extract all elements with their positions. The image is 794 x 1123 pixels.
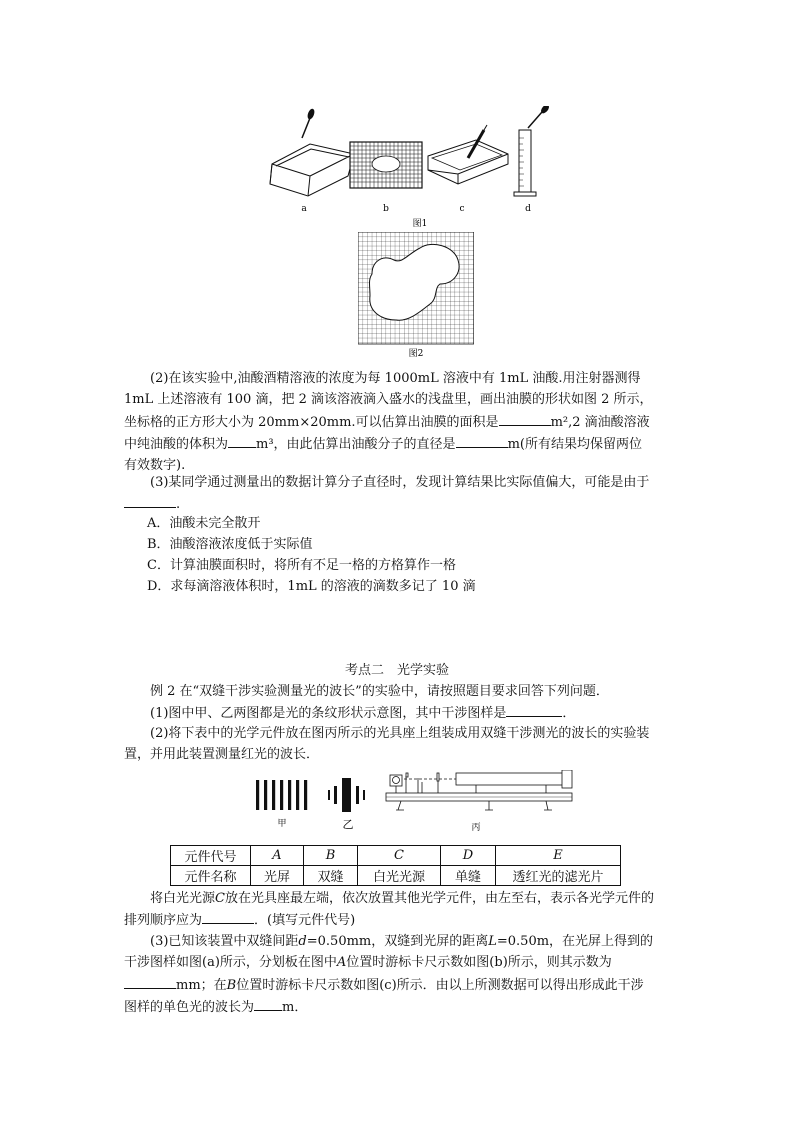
- tray-with-plate-c: [428, 125, 508, 184]
- question-2-paragraph: [124, 368, 654, 476]
- q3b-text-d: 位置时游标卡尺示数如图(b)所示，则其示数为: [346, 955, 612, 971]
- section-title: 考点二 光学实验: [344, 663, 449, 678]
- option-b: B．油酸溶液浓度低于实际值: [147, 537, 313, 552]
- table-cell: 双缝: [304, 866, 358, 886]
- example-2-subquestion-2: (2)将下表中的光学元件放在图丙所示的光具座上组装成用双缝干涉测光的波长的实验装置，并用此装置测量红光的波长．: [124, 726, 650, 763]
- q3b-text-b: =0.50mm，双缝到光屏的距离: [306, 934, 489, 949]
- example-2-subquestion-1: [124, 702, 654, 724]
- optical-bench-bing: [386, 770, 572, 810]
- arrangement-var-c: C: [215, 891, 225, 906]
- q3b-var-B: B: [226, 977, 237, 993]
- table-cell: D: [441, 846, 496, 866]
- q3-tail: .: [176, 497, 181, 513]
- fig1-label-d: d: [525, 204, 531, 214]
- answer-blank-area[interactable]: [499, 411, 551, 426]
- q3-text: (3)某同学通过测量出的数据计算分子直径时，发现计算结果比实际值偏大，可能是由于: [150, 475, 650, 490]
- q3b-text-f: 位置时游标卡尺示数如图(c)所示．由以上所测数据可以得出形成此干涉图样的单色光的波长为: [124, 977, 644, 1015]
- fig3-label-jia: 甲: [277, 819, 287, 829]
- figure-2-oil-film-grid: [358, 232, 474, 360]
- table-cell: B: [304, 846, 358, 866]
- answer-blank-order[interactable]: [202, 909, 254, 924]
- fig2-caption: 图2: [408, 349, 424, 359]
- figure-3-fringes-and-bench: [246, 770, 586, 838]
- fig1-label-a: a: [301, 204, 307, 214]
- answer-blank-pattern[interactable]: [506, 702, 562, 717]
- question-3b-paragraph: [124, 931, 654, 1018]
- q3b-text-e: mm；在: [176, 977, 227, 993]
- fig1-label-c: c: [459, 204, 465, 214]
- graduated-cylinder-d: [514, 106, 550, 196]
- s1-text: (1)图中甲、乙两图都是光的条纹形状示意图，其中干涉图样是: [150, 706, 507, 721]
- fig3-label-yi: 乙: [342, 818, 354, 831]
- q3b-var-L: L: [488, 934, 497, 949]
- figure-1-apparatus: [262, 106, 562, 230]
- answer-blank-volume[interactable]: [228, 433, 256, 448]
- fig1-caption: 图1: [412, 219, 428, 229]
- q3b-var-A: A: [336, 955, 347, 971]
- question-3-paragraph: [124, 472, 654, 516]
- table-cell: 元件代号: [171, 846, 251, 866]
- arrangement-text-b: 放在光具座最左端，依次放置其他光学元件，由左至右，表示各光学元件的排列顺序应为: [124, 891, 654, 929]
- option-a: A．油酸未完全散开: [147, 516, 261, 531]
- s1-tail: ．: [562, 706, 576, 721]
- fig3-label-bing: 丙: [471, 823, 481, 833]
- diffraction-fringes-yi: [328, 778, 365, 812]
- q3b-text-g: m．: [282, 999, 308, 1015]
- answer-blank-reason[interactable]: [124, 493, 176, 508]
- table-row: [171, 846, 621, 866]
- answer-blank-diameter[interactable]: [456, 433, 508, 448]
- answer-blank-wavelength[interactable]: [254, 996, 282, 1011]
- table-cell: E: [496, 846, 621, 866]
- interference-fringes-jia: [256, 780, 307, 810]
- q3b-text-a: (3)已知该装置中双缝间距: [150, 934, 299, 949]
- example-2-intro: 例 2 在“双缝干涉实验测量光的波长”的实验中，请按照题目要求回答下列问题．: [150, 684, 609, 699]
- arrangement-text-c: ．(填写元件代号): [254, 913, 356, 929]
- table-cell: 透红光的滤光片: [496, 866, 621, 886]
- table-cell: 光屏: [251, 866, 304, 886]
- q2-text-3: m³，由此估算出油酸分子的直径是: [256, 436, 456, 452]
- arrangement-paragraph: [124, 888, 654, 932]
- table-cell: 白光光源: [358, 866, 441, 886]
- tray-with-dropper-a: [270, 108, 354, 196]
- optical-components-table: [170, 845, 621, 886]
- grid-tray-b: [350, 142, 422, 188]
- option-d: D．求每滴溶液体积时，1mL 的溶液的滴数多记了 10 滴: [147, 579, 476, 594]
- table-row: [171, 866, 621, 886]
- arrangement-text-a: 将白光光源: [150, 891, 216, 906]
- table-cell: 元件名称: [171, 866, 251, 886]
- table-cell: C: [358, 846, 441, 866]
- option-c: C．计算油膜面积时，将所有不足一格的方格算作一格: [147, 558, 456, 573]
- fig1-label-b: b: [383, 204, 389, 214]
- q3b-text-c: =0.50m，在光屏上得到的干涉图样如图(a)所示，分划板在图中: [124, 934, 654, 971]
- q2-text-4: m(所有结果均保留两位有效数字).: [124, 436, 642, 474]
- table-cell: A: [251, 846, 304, 866]
- q2-text-2: m²,2 滴油酸溶液中纯油酸的体积为: [124, 414, 650, 452]
- table-cell: 单缝: [441, 866, 496, 886]
- q3b-var-d: d: [298, 934, 307, 949]
- q2-text-1: (2)在该实验中,油酸酒精溶液的浓度为每 1000mL 溶液中有 1mL 油酸.用注射器测得 1mL 上述溶液有 100 滴，把 2 滴该溶液滴入盛水的浅盘里，画出油膜的形状如图 2 所示，坐标格的正方形大小为 20mm×20mm.可以估算出油膜的面积是: [124, 371, 653, 430]
- answer-blank-reading[interactable]: [124, 974, 176, 989]
